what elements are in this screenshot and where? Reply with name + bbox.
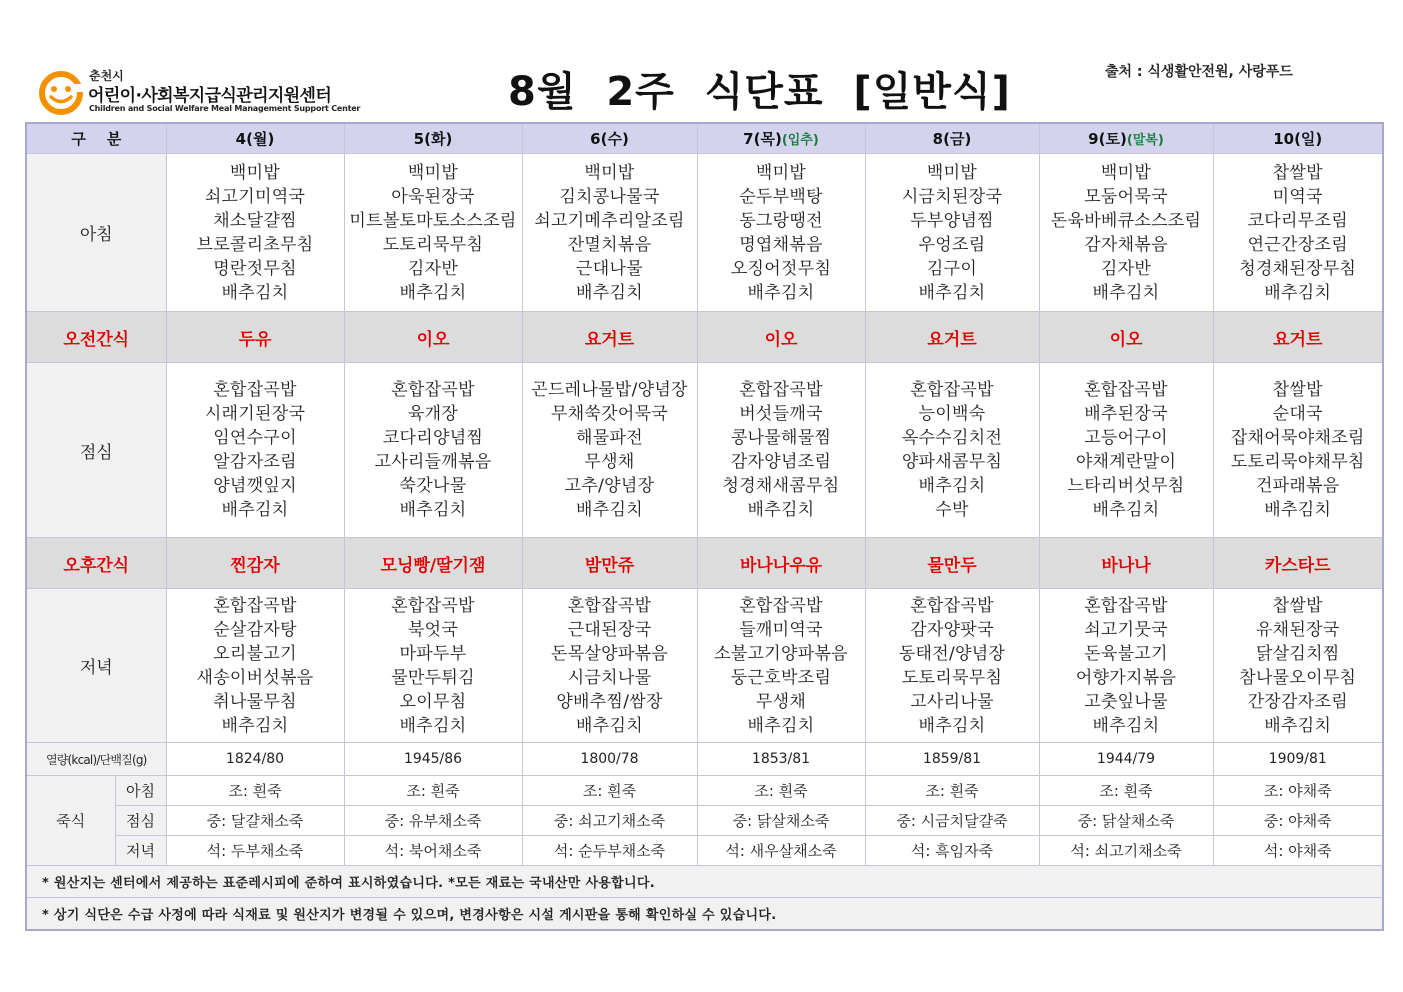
day-header (1039, 123, 1213, 154)
menu-item: 시금치된장국 (901, 186, 1003, 207)
logo-english-name: Children and Social Welfare Meal Management Support Center (89, 104, 361, 113)
porridge-item: 조: 흰죽 (865, 776, 1039, 806)
footnote: * 상기 식단은 수급 사정에 따라 식재료 및 원산지가 변경될 수 있으며, 변경사항은 시설 게시판을 통해 확인하실 수 있습니다. (26, 898, 1383, 931)
menu-item: 무채쑥갓어묵국 (550, 404, 669, 424)
snack-item: 카스타드 (1213, 538, 1383, 589)
menu-item: 배추김치 (576, 500, 643, 520)
meal-cell (522, 589, 697, 743)
menu-item: 근대나물 (576, 258, 643, 279)
porridge-item: 조: 흰죽 (166, 776, 344, 806)
menu-item: 둥근호박조림 (730, 667, 832, 688)
menu-item: 알감자조림 (213, 452, 297, 472)
menu-item: 찹쌀밥 (1272, 162, 1323, 183)
meal-cell (865, 154, 1039, 312)
lunch-label: 점심 (26, 363, 166, 538)
menu-item: 연근간장조림 (1247, 234, 1348, 255)
snack-item: 바나나 (1039, 538, 1213, 589)
menu-item: 고춧잎나물 (1084, 691, 1168, 712)
menu-item: 닭살김치찜 (1255, 643, 1340, 664)
nutrition-value: 1909/81 (1213, 743, 1383, 776)
menu-item: 명엽채볶음 (739, 234, 823, 255)
menu-item: 도토리묵야채무침 (1230, 452, 1365, 472)
porridge-item: 석: 두부채소죽 (166, 836, 344, 866)
holiday-note: (입추) (781, 133, 819, 148)
menu-item: 백미밥 (1100, 162, 1152, 183)
porridge-item: 중: 닭살채소죽 (1039, 806, 1213, 836)
snack-item: 물만두 (865, 538, 1039, 589)
porridge-item: 조: 야채죽 (1213, 776, 1383, 806)
menu-item: 백미밥 (407, 162, 459, 183)
day-label: 6(수) (590, 130, 629, 148)
menu-item: 배추김치 (576, 282, 643, 303)
menu-item: 물만두튀김 (391, 667, 475, 688)
breakfast-row (26, 154, 1383, 312)
menu-item: 유채된장국 (1255, 619, 1340, 640)
menu-item: 백미밥 (926, 162, 978, 183)
snack-item: 이오 (697, 312, 865, 363)
nutrition-row (26, 743, 1383, 776)
meal-cell (865, 589, 1039, 743)
menu-item: 청경채된장무침 (1239, 258, 1357, 279)
snack-item: 밤만쥬 (522, 538, 697, 589)
nutrition-value: 1800/78 (522, 743, 697, 776)
meal-cell (166, 363, 344, 538)
meal-cell (865, 363, 1039, 538)
snack-item: 요거트 (522, 312, 697, 363)
meal-cell (1213, 363, 1383, 538)
meal-cell (697, 589, 865, 743)
porridge-row (26, 806, 1383, 836)
menu-item: 옥수수김치전 (901, 428, 1003, 448)
menu-item: 혼합잡곡밥 (391, 595, 475, 616)
menu-item: 도토리묵무침 (382, 234, 484, 255)
meal-cell (697, 363, 865, 538)
menu-item: 김자반 (1100, 258, 1152, 279)
menu-item: 들깨미역국 (739, 619, 823, 640)
menu-item: 혼합잡곡밥 (213, 380, 297, 400)
morning_snack-row (26, 312, 1383, 363)
porridge-meal-label: 저녁 (115, 836, 166, 866)
morning_snack-label: 오전간식 (26, 312, 166, 363)
menu-item: 동그랑땡전 (739, 210, 823, 231)
snack-item: 이오 (344, 312, 522, 363)
menu-item: 배추김치 (399, 715, 467, 736)
day-header (344, 123, 522, 154)
menu-item: 배추김치 (399, 500, 467, 520)
menu-item: 찹쌀밥 (1272, 380, 1323, 400)
menu-item: 배추김치 (747, 500, 815, 520)
menu-item: 채소달걀찜 (213, 210, 297, 231)
porridge-item: 중: 시금치달걀죽 (865, 806, 1039, 836)
menu-item: 감자양팟국 (910, 619, 994, 640)
source-text: 출처 : 식생활안전원, 사랑푸드 (1105, 64, 1293, 80)
menu-item: 무생채 (584, 452, 635, 472)
snack-item: 바나나우유 (697, 538, 865, 589)
porridge-item: 중: 달걀채소죽 (166, 806, 344, 836)
menu-item: 건파래볶음 (1255, 476, 1340, 496)
meal-cell (1039, 154, 1213, 312)
porridge-item: 조: 흰죽 (344, 776, 522, 806)
menu-item: 배추김치 (1264, 282, 1332, 303)
breakfast-label: 아침 (26, 154, 166, 312)
nutrition-value: 1853/81 (697, 743, 865, 776)
porridge-item: 석: 쇠고기채소죽 (1039, 836, 1213, 866)
menu-item: 배추김치 (221, 715, 289, 736)
meal-cell (1039, 589, 1213, 743)
menu-item: 배추김치 (918, 715, 986, 736)
snack-item: 이오 (1039, 312, 1213, 363)
menu-item: 순살감자탕 (213, 619, 297, 640)
note-row (26, 866, 1383, 898)
nutrition-label: 열량(kcal)/단백질(g) (26, 743, 166, 776)
menu-item: 순대국 (1272, 404, 1323, 424)
logo-name: 어린이·사회복지급식관리지원센터 (88, 86, 332, 106)
menu-item: 오이무침 (399, 691, 467, 712)
menu-item: 배추김치 (399, 282, 467, 303)
menu-item: 육개장 (407, 404, 459, 424)
dinner-label: 저녁 (26, 589, 166, 743)
menu-item: 소불고기양파볶음 (714, 643, 848, 664)
menu-item: 김구이 (926, 258, 978, 279)
logo-city: 춘천시 (89, 69, 124, 83)
menu-item: 쇠고기뭇국 (1084, 619, 1168, 640)
menu-item: 혼합잡곡밥 (910, 595, 994, 616)
menu-item: 어향가지볶음 (1075, 667, 1177, 688)
menu-item: 잔멸치볶음 (567, 234, 652, 255)
menu-item: 배추김치 (1264, 500, 1332, 520)
menu-item: 돈육바베큐소스조림 (1050, 210, 1202, 231)
porridge-meal-label: 점심 (115, 806, 166, 836)
menu-item: 임연수구이 (213, 428, 297, 448)
weekly-menu-table (25, 122, 1384, 931)
meal-cell (1213, 589, 1383, 743)
menu-item: 혼합잡곡밥 (1084, 380, 1168, 400)
menu-item: 혼합잡곡밥 (739, 380, 823, 400)
porridge-meal-label: 아침 (115, 776, 166, 806)
menu-item: 김자반 (407, 258, 459, 279)
menu-item: 느타리버섯무침 (1067, 476, 1185, 496)
menu-item: 곤드레나물밥/양념장 (531, 380, 688, 400)
porridge-item: 중: 야채죽 (1213, 806, 1383, 836)
menu-item: 백미밥 (229, 162, 281, 183)
menu-item: 양파새콤무침 (901, 452, 1003, 472)
menu-item: 혼합잡곡밥 (567, 595, 652, 616)
snack-item: 요거트 (865, 312, 1039, 363)
day-header (865, 123, 1039, 154)
day-header (697, 123, 865, 154)
menu-item: 김치콩나물국 (559, 186, 660, 207)
menu-item: 시금치나물 (567, 667, 652, 688)
day-label: 4(월) (235, 130, 275, 148)
menu-item: 코다리양념찜 (382, 428, 484, 448)
menu-item: 배추김치 (1092, 500, 1160, 520)
menu-item: 우엉조림 (918, 234, 986, 255)
porridge-item: 중: 닭살채소죽 (697, 806, 865, 836)
menu-item: 간장감자조림 (1247, 691, 1348, 712)
afternoon_snack-label: 오후간식 (26, 538, 166, 589)
footnote: * 원산지는 센터에서 제공하는 표준레시피에 준하여 표시하였습니다. *모든 재료는 국내산만 사용합니다. (26, 866, 1383, 898)
menu-item: 근대된장국 (567, 619, 652, 640)
menu-item: 혼합잡곡밥 (910, 380, 994, 400)
meal-cell (1213, 154, 1383, 312)
meal-cell (1039, 363, 1213, 538)
menu-item: 배추김치 (221, 282, 289, 303)
menu-item: 미트볼토마토소스조림 (349, 210, 517, 231)
holiday-note: (말복) (1126, 133, 1164, 148)
day-label: 9(토) (1088, 130, 1127, 148)
meal-cell (166, 589, 344, 743)
menu-item: 쑥갓나물 (399, 476, 467, 496)
menu-item: 동태전/양념장 (898, 643, 1006, 664)
menu-item: 콩나물해물찜 (730, 428, 832, 448)
meal-cell (344, 363, 522, 538)
center-logo (38, 66, 378, 116)
snack-item: 두유 (166, 312, 344, 363)
day-label: 5(화) (413, 130, 453, 148)
dinner-row (26, 589, 1383, 743)
menu-item: 혼합잡곡밥 (1084, 595, 1168, 616)
porridge-row (26, 836, 1383, 866)
menu-item: 양념깻잎지 (213, 476, 297, 496)
day-header-row (26, 123, 1383, 154)
meal-cell (522, 363, 697, 538)
menu-item: 순두부백탕 (739, 186, 823, 207)
day-header (1213, 123, 1383, 154)
porridge-item: 석: 야채죽 (1213, 836, 1383, 866)
menu-item: 무생채 (755, 691, 807, 712)
menu-item: 감자양념조림 (730, 452, 832, 472)
day-label: 10(일) (1273, 130, 1323, 148)
menu-item: 감자채볶음 (1084, 234, 1168, 255)
porridge-item: 중: 쇠고기채소죽 (522, 806, 697, 836)
menu-item: 미역국 (1272, 186, 1323, 207)
menu-item: 배추김치 (1092, 715, 1160, 736)
menu-item: 아욱된장국 (391, 186, 475, 207)
menu-item: 잡채어묵야채조림 (1230, 428, 1365, 448)
day-header (522, 123, 697, 154)
menu-item: 혼합잡곡밥 (391, 380, 475, 400)
menu-item: 오리불고기 (213, 643, 297, 664)
menu-item: 백미밥 (755, 162, 807, 183)
menu-item: 양배추찜/쌈장 (556, 691, 663, 712)
nutrition-value: 1944/79 (1039, 743, 1213, 776)
menu-item: 청경채새콤무침 (722, 476, 840, 496)
day-label: 8(금) (932, 130, 972, 148)
meal-cell (166, 154, 344, 312)
menu-item: 야채계란말이 (1075, 452, 1177, 472)
menu-item: 참나물오이무침 (1239, 667, 1357, 688)
lunch-row (26, 363, 1383, 538)
menu-item: 배추김치 (747, 715, 815, 736)
menu-item: 도토리묵무침 (901, 667, 1003, 688)
porridge-item: 조: 흰죽 (1039, 776, 1213, 806)
menu-item: 혼합잡곡밥 (739, 595, 823, 616)
porridge-item: 석: 순두부채소죽 (522, 836, 697, 866)
menu-item: 명란젓무침 (213, 258, 297, 279)
menu-item: 백미밥 (584, 162, 635, 183)
menu-item: 버섯들깨국 (739, 404, 823, 424)
menu-item: 해물파전 (576, 428, 643, 448)
menu-item: 돈목살양파볶음 (550, 643, 669, 664)
meal-cell (344, 589, 522, 743)
meal-cell (522, 154, 697, 312)
porridge-item: 석: 흑임자죽 (865, 836, 1039, 866)
menu-item: 고사리들깨볶음 (374, 452, 492, 472)
smile-logo-icon (38, 70, 84, 116)
menu-item: 쇠고기미역국 (204, 186, 306, 207)
menu-item: 시래기된장국 (204, 404, 306, 424)
menu-item: 배추김치 (576, 715, 643, 736)
menu-item: 브로콜리초무침 (196, 234, 314, 255)
menu-item: 배추김치 (1264, 715, 1332, 736)
menu-item: 배추김치 (1092, 282, 1160, 303)
menu-item: 고추/양념장 (564, 476, 655, 496)
menu-item: 새송이버섯볶음 (196, 667, 314, 688)
snack-item: 요거트 (1213, 312, 1383, 363)
menu-item: 배추김치 (918, 476, 986, 496)
menu-item: 북엇국 (407, 619, 459, 640)
menu-item: 혼합잡곡밥 (213, 595, 297, 616)
menu-item: 수박 (935, 500, 969, 520)
porridge-item: 석: 북어채소죽 (344, 836, 522, 866)
nutrition-value: 1859/81 (865, 743, 1039, 776)
day-header (166, 123, 344, 154)
menu-item: 고사리나물 (910, 691, 994, 712)
meal-cell (344, 154, 522, 312)
snack-item: 찐감자 (166, 538, 344, 589)
menu-item: 쇠고기메추리알조림 (534, 210, 685, 231)
menu-item: 고등어구이 (1084, 428, 1168, 448)
menu-item: 모둠어묵국 (1084, 186, 1168, 207)
note-row (26, 898, 1383, 931)
menu-item: 돈육불고기 (1084, 643, 1168, 664)
page-title: 8월 2주 식단표 [일반식] (508, 69, 1011, 115)
menu-item: 배추김치 (221, 500, 289, 520)
nutrition-value: 1945/86 (344, 743, 522, 776)
menu-item: 두부양념찜 (910, 210, 994, 231)
menu-item: 배추김치 (918, 282, 986, 303)
day-label: 7(목) (743, 130, 782, 148)
porridge-row (26, 776, 1383, 806)
menu-item: 취나물무침 (213, 691, 297, 712)
menu-item: 오징어젓무침 (730, 258, 832, 279)
corner-label: 구 분 (26, 123, 166, 154)
porridge-label: 죽식 (26, 776, 115, 866)
porridge-item: 석: 새우살채소죽 (697, 836, 865, 866)
porridge-item: 조: 흰죽 (522, 776, 697, 806)
meal-cell (697, 154, 865, 312)
menu-item: 마파두부 (399, 643, 467, 664)
afternoon_snack-row (26, 538, 1383, 589)
menu-item: 능이백숙 (918, 404, 986, 424)
menu-item: 배추된장국 (1084, 404, 1168, 424)
menu-item: 배추김치 (747, 282, 815, 303)
porridge-item: 중: 유부채소죽 (344, 806, 522, 836)
snack-item: 모닝빵/딸기잼 (344, 538, 522, 589)
nutrition-value: 1824/80 (166, 743, 344, 776)
menu-item: 코다리무조림 (1247, 210, 1348, 231)
menu-item: 찹쌀밥 (1272, 595, 1323, 616)
porridge-item: 조: 흰죽 (697, 776, 865, 806)
